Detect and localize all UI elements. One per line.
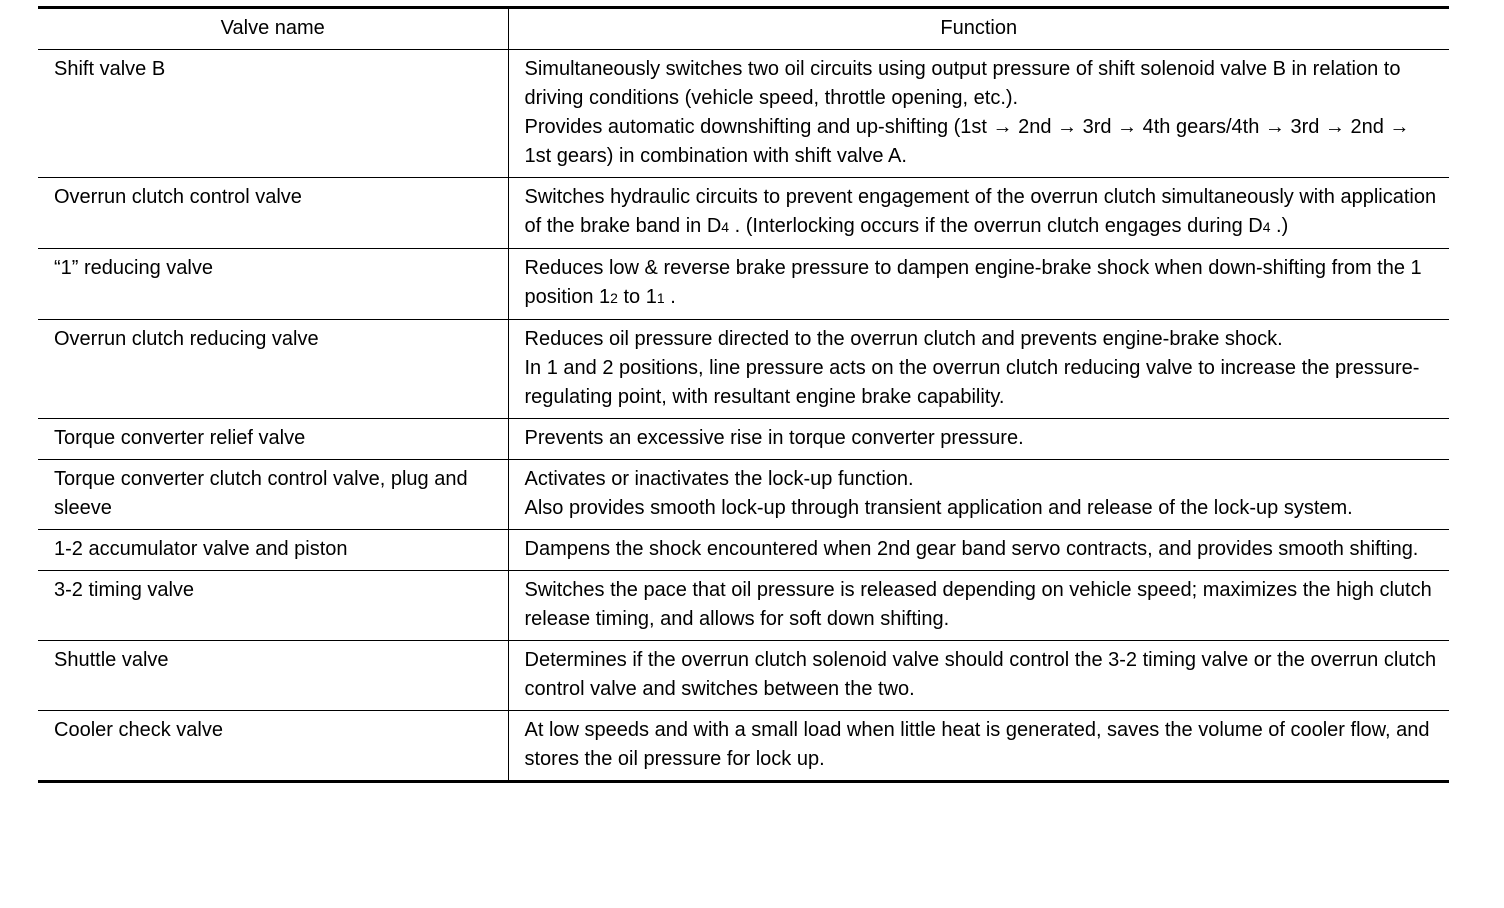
header-function: Function [508, 8, 1449, 50]
header-valve-name: Valve name [38, 8, 508, 50]
function-cell [508, 460, 1449, 530]
table-row [38, 50, 1449, 178]
valve-name-cell: Cooler check valve [38, 711, 508, 782]
range-subscript: 4 [1262, 219, 1271, 235]
range-subscript: 2 [610, 290, 618, 306]
valve-name-cell: Torque converter clutch control valve, plug and sleeve [38, 460, 508, 530]
function-text: At low speeds and with a small load when little heat is generated, saves the volume of cooler flow, and stores the oil pressure for lock up. [524, 719, 1430, 770]
function-cell [508, 178, 1449, 249]
function-text: Switches hydraulic circuits to prevent engagement of the overrun clutch simultaneously with application of the brake band in D [524, 186, 1437, 237]
function-text: . (Interlocking occurs if the overrun clutch engages during D [729, 215, 1263, 237]
function-cell [508, 419, 1449, 460]
function-text: In 1 and 2 positions, line pressure acts on the overrun clutch reducing valve to increase the pressure-regulating point, with resultant engine brake capability. [524, 357, 1420, 408]
range-subscript: 1 [656, 290, 665, 306]
function-text: to 1 [617, 286, 657, 308]
function-cell [508, 320, 1449, 419]
valve-name-cell: Shift valve B [38, 50, 508, 178]
table-row [38, 178, 1449, 249]
function-text: . [664, 286, 676, 308]
function-cell [508, 571, 1449, 641]
table-row [38, 641, 1449, 711]
table-row [38, 320, 1449, 419]
table-row [38, 711, 1449, 782]
valve-name-cell: Torque converter relief valve [38, 419, 508, 460]
function-text: Simultaneously switches two oil circuits using output pressure of shift solenoid valve B in relation to driving conditions (vehicle speed, throttle opening, etc.). [524, 58, 1401, 109]
table-row [38, 460, 1449, 530]
function-text: Also provides smooth lock-up through transient application and release of the lock-up system. [524, 497, 1353, 519]
function-cell [508, 711, 1449, 782]
valve-name-cell: 3-2 timing valve [38, 571, 508, 641]
valve-name-cell: 1-2 accumulator valve and piston [38, 530, 508, 571]
function-text: .) [1270, 215, 1289, 237]
function-text: Switches the pace that oil pressure is released depending on vehicle speed; maximizes the high clutch release timing, and allows for soft down shifting. [524, 579, 1432, 630]
table-header-row [38, 8, 1449, 50]
valve-function-document [38, 6, 1449, 783]
valve-name-cell: “1” reducing valve [38, 249, 508, 320]
function-text: Provides automatic downshifting and up-shifting (1st → 2nd → 3rd → 4th gears/4th → 3rd → 2nd → 1st gears) in combination with shift valve A. [524, 116, 1410, 167]
table-row [38, 419, 1449, 460]
function-text: Activates or inactivates the lock-up function. [524, 468, 914, 490]
function-cell [508, 249, 1449, 320]
function-text: Determines if the overrun clutch solenoid valve should control the 3-2 timing valve or the overrun clutch control valve and switches between the two. [524, 649, 1437, 700]
range-subscript: 4 [721, 219, 730, 235]
function-text: Dampens the shock encountered when 2nd gear band servo contracts, and provides smooth shifting. [524, 538, 1419, 560]
function-cell [508, 530, 1449, 571]
function-text: Reduces low & reverse brake pressure to dampen engine-brake shock when down-shifting from the 1 position 1 [524, 257, 1422, 308]
valve-name-cell: Overrun clutch control valve [38, 178, 508, 249]
function-text: Reduces oil pressure directed to the overrun clutch and prevents engine-brake shock. [524, 328, 1283, 350]
function-cell [508, 50, 1449, 178]
function-cell [508, 641, 1449, 711]
table-row [38, 571, 1449, 641]
valve-name-cell: Overrun clutch reducing valve [38, 320, 508, 419]
table-row [38, 249, 1449, 320]
table-row [38, 530, 1449, 571]
valve-name-cell: Shuttle valve [38, 641, 508, 711]
valve-function-table [38, 6, 1449, 783]
function-text: Prevents an excessive rise in torque converter pressure. [524, 427, 1024, 449]
